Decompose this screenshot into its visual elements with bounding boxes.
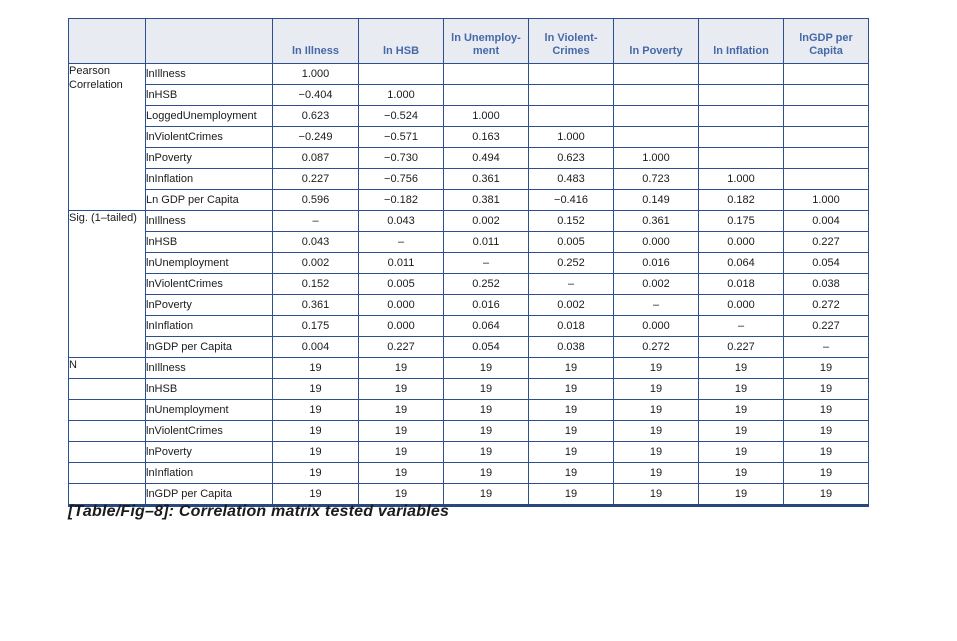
value-cell: 0.000 xyxy=(614,316,699,337)
value-cell xyxy=(614,64,699,85)
value-cell: – xyxy=(444,253,529,274)
table-row xyxy=(69,463,869,484)
value-cell xyxy=(529,85,614,106)
variable-label: lnViolentCrimes xyxy=(146,421,273,442)
value-cell: 0.054 xyxy=(444,337,529,358)
value-cell: 1.000 xyxy=(444,106,529,127)
value-cell: – xyxy=(273,211,359,232)
empty-group-cell xyxy=(69,400,146,421)
value-cell: 0.002 xyxy=(529,295,614,316)
table-row xyxy=(69,253,869,274)
variable-label: lnInflation xyxy=(146,316,273,337)
column-header: ln Inflation xyxy=(699,19,784,64)
value-cell: 0.182 xyxy=(699,190,784,211)
variable-label: lnPoverty xyxy=(146,148,273,169)
table-row xyxy=(69,442,869,463)
value-cell: 19 xyxy=(273,421,359,442)
variable-label: lnInflation xyxy=(146,463,273,484)
value-cell xyxy=(614,85,699,106)
value-cell: 0.087 xyxy=(273,148,359,169)
empty-group-cell xyxy=(69,379,146,400)
value-cell: 0.361 xyxy=(444,169,529,190)
table-row xyxy=(69,64,869,85)
value-cell: 19 xyxy=(699,484,784,506)
value-cell: 0.004 xyxy=(273,337,359,358)
value-cell: 0.227 xyxy=(359,337,444,358)
value-cell: 0.000 xyxy=(614,232,699,253)
empty-group-cell xyxy=(69,463,146,484)
value-cell xyxy=(529,106,614,127)
value-cell: −0.249 xyxy=(273,127,359,148)
value-cell: 0.252 xyxy=(529,253,614,274)
value-cell: 0.596 xyxy=(273,190,359,211)
table-row xyxy=(69,169,869,190)
value-cell: 19 xyxy=(699,400,784,421)
value-cell xyxy=(444,64,529,85)
value-cell: 0.227 xyxy=(273,169,359,190)
value-cell: – xyxy=(359,232,444,253)
value-cell: 0.623 xyxy=(273,106,359,127)
value-cell xyxy=(444,85,529,106)
value-cell: 19 xyxy=(699,463,784,484)
value-cell: 19 xyxy=(529,400,614,421)
value-cell: 0.227 xyxy=(784,316,869,337)
value-cell: 0.038 xyxy=(529,337,614,358)
value-cell: 0.483 xyxy=(529,169,614,190)
variable-label: lnHSB xyxy=(146,232,273,253)
value-cell: 19 xyxy=(699,379,784,400)
value-cell: 0.723 xyxy=(614,169,699,190)
value-cell: 0.272 xyxy=(784,295,869,316)
table-row xyxy=(69,379,869,400)
table-row xyxy=(69,127,869,148)
value-cell: 19 xyxy=(359,400,444,421)
value-cell: 0.043 xyxy=(359,211,444,232)
row-group-label: Pearson Correlation xyxy=(69,64,146,211)
value-cell: 0.227 xyxy=(784,232,869,253)
value-cell: 19 xyxy=(784,421,869,442)
value-cell: 19 xyxy=(359,484,444,506)
value-cell: 0.000 xyxy=(359,316,444,337)
value-cell: 19 xyxy=(529,379,614,400)
value-cell: −0.756 xyxy=(359,169,444,190)
value-cell: 0.064 xyxy=(444,316,529,337)
variable-label: lnGDP per Capita xyxy=(146,484,273,506)
value-cell: −0.404 xyxy=(273,85,359,106)
value-cell: 0.163 xyxy=(444,127,529,148)
value-cell xyxy=(529,64,614,85)
variable-label: lnInflation xyxy=(146,169,273,190)
value-cell xyxy=(784,169,869,190)
value-cell: −0.524 xyxy=(359,106,444,127)
value-cell: 0.175 xyxy=(273,316,359,337)
value-cell: 19 xyxy=(444,463,529,484)
table-row xyxy=(69,85,869,106)
value-cell: 19 xyxy=(273,379,359,400)
table-row xyxy=(69,421,869,442)
value-cell: 19 xyxy=(444,400,529,421)
value-cell: 19 xyxy=(359,442,444,463)
table-header xyxy=(69,19,869,64)
variable-label: Ln GDP per Capita xyxy=(146,190,273,211)
value-cell: 0.000 xyxy=(699,295,784,316)
table-row xyxy=(69,400,869,421)
value-cell: 0.054 xyxy=(784,253,869,274)
column-header: ln Unemploy-ment xyxy=(444,19,529,64)
value-cell: 0.043 xyxy=(273,232,359,253)
value-cell: 0.005 xyxy=(359,274,444,295)
value-cell: 19 xyxy=(273,400,359,421)
value-cell: 19 xyxy=(359,379,444,400)
empty-group-cell xyxy=(69,442,146,463)
value-cell: 0.002 xyxy=(273,253,359,274)
value-cell: −0.182 xyxy=(359,190,444,211)
column-header: lnGDP per Capita xyxy=(784,19,869,64)
value-cell: 19 xyxy=(529,421,614,442)
corner-cell xyxy=(146,19,273,64)
variable-label: lnHSB xyxy=(146,85,273,106)
corner-cell xyxy=(69,19,146,64)
variable-label: lnUnemployment xyxy=(146,400,273,421)
value-cell: – xyxy=(614,295,699,316)
value-cell: 19 xyxy=(273,463,359,484)
value-cell: −0.571 xyxy=(359,127,444,148)
value-cell: 19 xyxy=(529,484,614,506)
value-cell: 0.004 xyxy=(784,211,869,232)
row-group-label: Sig. (1–tailed) xyxy=(69,211,146,358)
value-cell xyxy=(784,127,869,148)
correlation-table xyxy=(68,18,869,507)
value-cell: 0.494 xyxy=(444,148,529,169)
value-cell: 0.016 xyxy=(614,253,699,274)
value-cell: 1.000 xyxy=(359,85,444,106)
empty-group-cell xyxy=(69,421,146,442)
variable-label: lnPoverty xyxy=(146,295,273,316)
value-cell: 0.038 xyxy=(784,274,869,295)
value-cell: 19 xyxy=(444,421,529,442)
value-cell: 0.152 xyxy=(529,211,614,232)
value-cell xyxy=(784,148,869,169)
value-cell: 19 xyxy=(784,463,869,484)
table-row xyxy=(69,295,869,316)
value-cell: 0.272 xyxy=(614,337,699,358)
value-cell: 19 xyxy=(699,358,784,379)
table-row xyxy=(69,106,869,127)
value-cell: 1.000 xyxy=(699,169,784,190)
value-cell: 0.016 xyxy=(444,295,529,316)
value-cell: 19 xyxy=(444,442,529,463)
value-cell: 1.000 xyxy=(784,190,869,211)
value-cell xyxy=(359,64,444,85)
variable-label: lnViolentCrimes xyxy=(146,274,273,295)
value-cell: – xyxy=(699,316,784,337)
value-cell xyxy=(699,85,784,106)
value-cell: 0.005 xyxy=(529,232,614,253)
value-cell: 0.064 xyxy=(699,253,784,274)
value-cell: −0.730 xyxy=(359,148,444,169)
value-cell: 19 xyxy=(273,442,359,463)
value-cell: 0.149 xyxy=(614,190,699,211)
table-row xyxy=(69,190,869,211)
value-cell xyxy=(784,106,869,127)
value-cell xyxy=(614,106,699,127)
column-header: ln HSB xyxy=(359,19,444,64)
table-row xyxy=(69,337,869,358)
value-cell xyxy=(699,148,784,169)
table-row xyxy=(69,148,869,169)
value-cell: 1.000 xyxy=(529,127,614,148)
value-cell: 19 xyxy=(614,463,699,484)
value-cell: 0.011 xyxy=(444,232,529,253)
value-cell: 0.175 xyxy=(699,211,784,232)
value-cell: 0.011 xyxy=(359,253,444,274)
value-cell xyxy=(699,64,784,85)
variable-label: lnIllness xyxy=(146,211,273,232)
value-cell: 19 xyxy=(699,421,784,442)
value-cell: 0.002 xyxy=(444,211,529,232)
value-cell xyxy=(614,127,699,148)
value-cell xyxy=(699,127,784,148)
value-cell: 0.361 xyxy=(273,295,359,316)
value-cell: 0.002 xyxy=(614,274,699,295)
value-cell: 0.227 xyxy=(699,337,784,358)
value-cell: 0.152 xyxy=(273,274,359,295)
value-cell: 0.361 xyxy=(614,211,699,232)
value-cell xyxy=(699,106,784,127)
value-cell: 19 xyxy=(614,358,699,379)
value-cell: 19 xyxy=(699,442,784,463)
value-cell xyxy=(784,64,869,85)
value-cell: 1.000 xyxy=(614,148,699,169)
value-cell: 19 xyxy=(444,484,529,506)
column-header: ln Illness xyxy=(273,19,359,64)
row-group-label: N xyxy=(69,358,146,379)
value-cell: 0.018 xyxy=(699,274,784,295)
value-cell: 0.000 xyxy=(699,232,784,253)
value-cell: 19 xyxy=(784,358,869,379)
value-cell: 19 xyxy=(614,442,699,463)
value-cell: 19 xyxy=(614,421,699,442)
variable-label: lnGDP per Capita xyxy=(146,337,273,358)
value-cell: 19 xyxy=(784,379,869,400)
value-cell: 0.623 xyxy=(529,148,614,169)
table-body xyxy=(69,64,869,506)
value-cell: 19 xyxy=(784,400,869,421)
value-cell: 0.252 xyxy=(444,274,529,295)
column-header: ln Poverty xyxy=(614,19,699,64)
value-cell: 19 xyxy=(359,463,444,484)
value-cell: 19 xyxy=(529,358,614,379)
value-cell: 19 xyxy=(359,358,444,379)
value-cell: 19 xyxy=(444,358,529,379)
value-cell: −0.416 xyxy=(529,190,614,211)
value-cell: 19 xyxy=(614,379,699,400)
column-header: ln Violent-Crimes xyxy=(529,19,614,64)
value-cell: – xyxy=(529,274,614,295)
value-cell: 0.381 xyxy=(444,190,529,211)
variable-label: lnUnemployment xyxy=(146,253,273,274)
value-cell: 19 xyxy=(444,379,529,400)
variable-label: lnHSB xyxy=(146,379,273,400)
table-row xyxy=(69,358,869,379)
value-cell: 19 xyxy=(614,400,699,421)
value-cell: 19 xyxy=(784,442,869,463)
value-cell xyxy=(784,85,869,106)
table-row xyxy=(69,211,869,232)
value-cell: 1.000 xyxy=(273,64,359,85)
variable-label: lnViolentCrimes xyxy=(146,127,273,148)
value-cell: 0.018 xyxy=(529,316,614,337)
value-cell: 19 xyxy=(273,358,359,379)
variable-label: lnIllness xyxy=(146,358,273,379)
variable-label: lnPoverty xyxy=(146,442,273,463)
table-caption: [Table/Fig–8]: Correlation matrix tested variables xyxy=(68,503,450,520)
value-cell: 19 xyxy=(614,484,699,506)
variable-label: LoggedUnemployment xyxy=(146,106,273,127)
variable-label: lnIllness xyxy=(146,64,273,85)
value-cell: 19 xyxy=(273,484,359,506)
table-row xyxy=(69,232,869,253)
value-cell: 19 xyxy=(784,484,869,506)
value-cell: 0.000 xyxy=(359,295,444,316)
table-row xyxy=(69,316,869,337)
table-row xyxy=(69,274,869,295)
value-cell: 19 xyxy=(529,442,614,463)
value-cell: 19 xyxy=(359,421,444,442)
value-cell: – xyxy=(784,337,869,358)
value-cell: 19 xyxy=(529,463,614,484)
